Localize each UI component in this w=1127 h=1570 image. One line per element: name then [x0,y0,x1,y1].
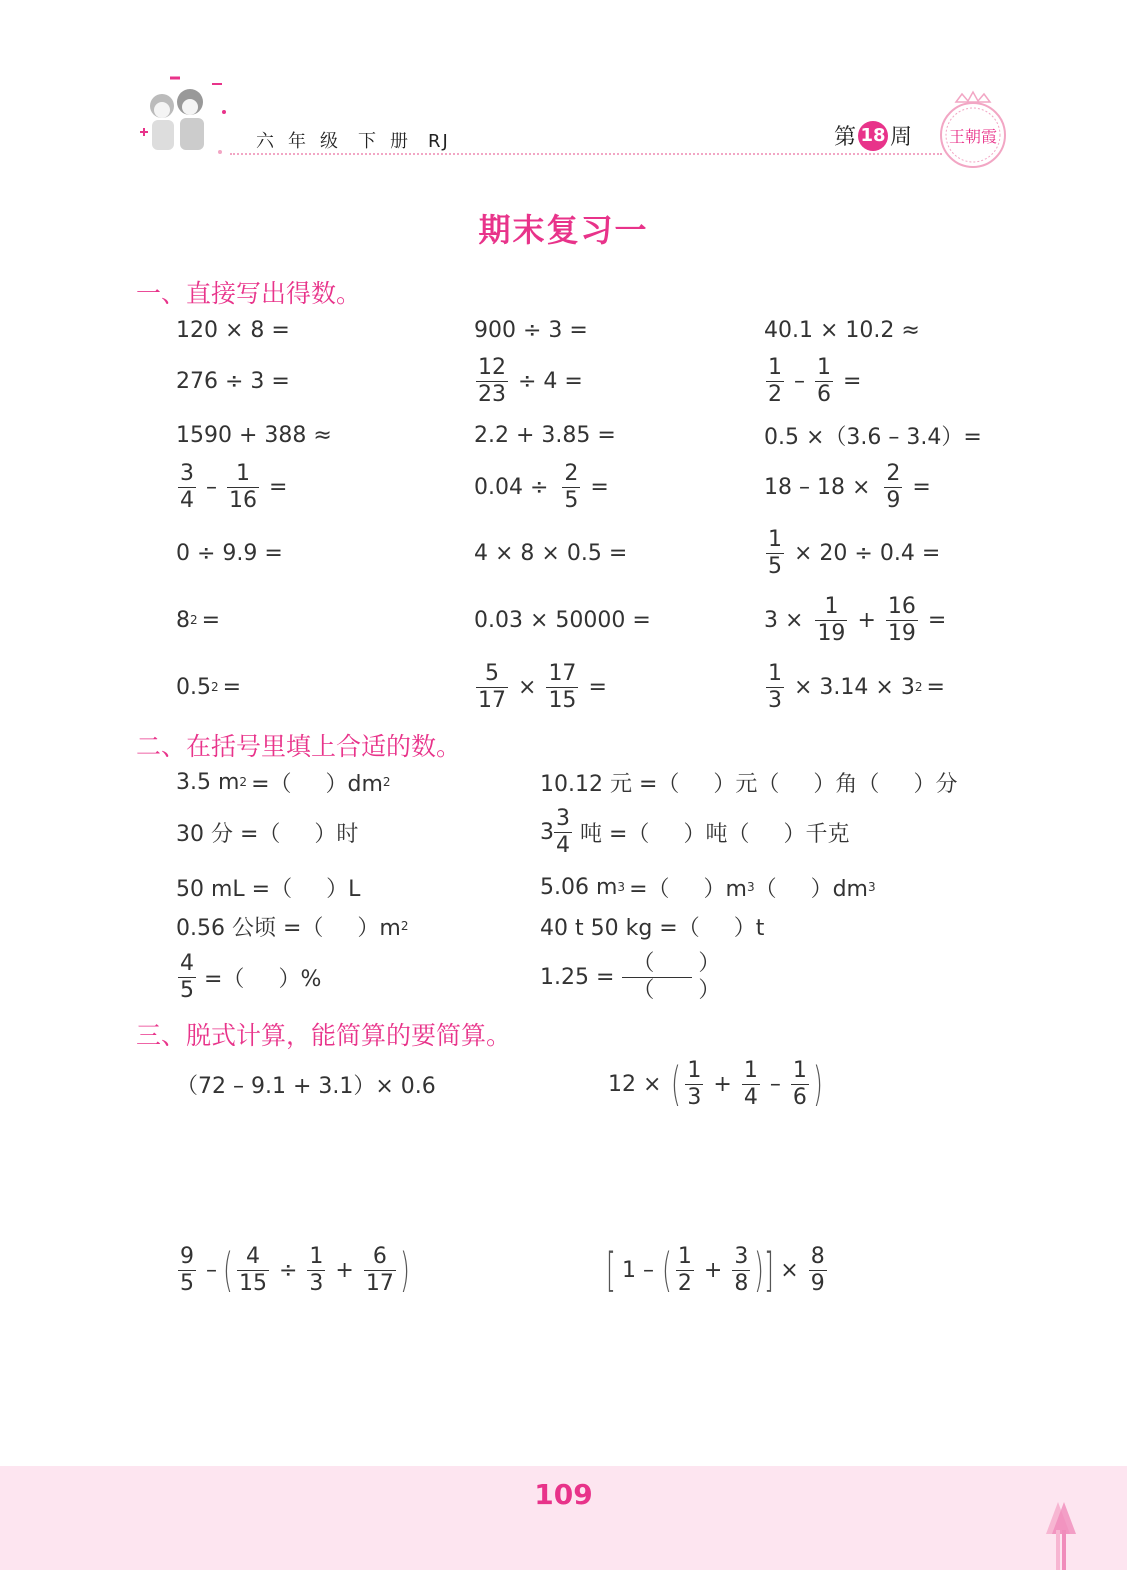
calc-1: （72 – 9.1 + 3.1）× 0.6 [176,1073,436,1099]
fraction: $\frac{3}{4}$ [556,805,570,858]
fill-blank-a3: 50 mL =（ ）L [176,876,361,902]
page-title: 期末复习一 [478,211,649,249]
section-3-heading: 三、脱式计算，能简算的要简算。 [136,1021,512,1050]
fraction: $\frac{1}{3}$ [687,1057,702,1110]
children-illustration [140,72,235,160]
fraction: $\frac{9}{5}$ [180,1243,194,1296]
fill-blank-b2: 3 $\frac{3}{4}$ 吨 =（ ）吨（ ）千克 [540,805,850,858]
fraction: $\frac{2}{5}$ [564,460,579,513]
exercise-2-1: 276 ÷ 3 = [176,368,290,394]
exercise-7-3: $\frac{1}{3}$ × 3.14 × 3 2 = [768,660,945,713]
fraction: $\frac{1}{3}$ [309,1243,324,1296]
exercise-6-3: 3 × $\frac{1}{19}$ + $\frac{16}{19}$ = [764,593,947,646]
exercise-4-3: 18 – 18 × $\frac{2}{9}$ = [764,460,931,513]
fill-blank-b1: 10.12 元 =（ ）元（ ）角（ ）分 [540,771,958,797]
fill-blank-a2: 30 分 =（ ）时 [176,821,359,847]
fraction: $\frac{1}{3}$ [768,660,782,713]
fraction: $\frac{1}{16}$ [229,460,257,513]
fraction: $\frac{1}{4}$ [743,1057,758,1110]
fraction: $\frac{1}{2}$ [677,1243,692,1296]
fraction: $\frac{3}{8}$ [734,1243,749,1296]
header-divider [230,153,942,155]
exercise-7-2: $\frac{5}{17}$ × $\frac{17}{15}$ = [478,660,607,713]
exercise-5-1: 0 ÷ 9.9 = [176,540,283,566]
fraction: $\frac{1}{5}$ [768,526,782,579]
exercise-1-1: 120 × 8 = [176,317,290,343]
fraction: $\frac{1}{6}$ [817,354,831,407]
fraction: $\frac{2}{9}$ [886,460,901,513]
exercise-3-1: 1590 + 388 ≈ [176,422,332,448]
exercise-3-3: 0.5 ×（3.6 – 3.4）= [764,424,982,450]
fraction: $\frac{4}{5}$ [180,950,194,1003]
fraction: $\frac{1}{2}$ [768,354,782,407]
week-indicator: 第 18 周 [834,120,912,151]
week-number-badge: 18 [858,121,888,151]
fraction: $\frac{6}{17}$ [365,1243,394,1296]
exercise-4-1: $\frac{3}{4}$ – $\frac{1}{16}$ = [180,460,288,513]
fill-blank-a4: 0.56 公顷 =（ ）m 2 [176,915,409,941]
fill-blank-a5: $\frac{4}{5}$ =（ ）% [180,950,322,1003]
fraction: $\frac{3}{4}$ [180,460,194,513]
fraction: $\frac{16}{19}$ [887,593,916,646]
calc-3: $\frac{9}{5}$ – ( $\frac{4}{15}$ ÷ $\frac{1}{3}$ + $\frac{6}{17}$ ) [180,1243,410,1297]
fraction: $\frac{1}{6}$ [792,1057,807,1110]
section-1-heading: 一、直接写出得数。 [136,279,362,308]
fill-blank-b3: 5.06 m 3 =（ ）m 3 （ ）dm 3 [540,874,876,902]
fill-blank-a1: 3.5 m 2 =（ ）dm 2 [176,769,391,797]
page-number: 109 [534,1478,593,1511]
exercise-6-2: 0.03 × 50000 = [474,607,651,633]
exercise-2-2: $\frac{12}{23}$ ÷ 4 = [478,354,583,407]
up-arrow-icon [1042,1500,1076,1570]
fraction: $\frac{4}{15}$ [238,1243,267,1296]
section-2-heading: 二、在括号里填上合适的数。 [136,732,462,761]
exercise-6-1: 8 2 = [176,607,221,633]
fraction: $\frac{1}{19}$ [817,593,846,646]
exercise-3-2: 2.2 + 3.85 = [474,422,616,448]
fraction: $\frac{12}{23}$ [478,354,506,407]
svg-text:王朝霞: 王朝霞 [948,127,998,146]
fill-blank-b5: 1.25 = $\frac{( )}{( )}$ [540,949,734,1005]
exercise-5-2: 4 × 8 × 0.5 = [474,540,628,566]
exercise-1-3: 40.1 × 10.2 ≈ [764,317,920,343]
grade-label: 六 年 级 下 册 RJ [256,131,450,152]
exercise-1-2: 900 ÷ 3 = [474,317,588,343]
calc-4: [ 1 – ( $\frac{1}{2}$ + $\frac{3}{8}$ ) ] × $\frac{8}{9}$ [606,1243,825,1297]
calc-2: 12 × ( $\frac{1}{3}$ + $\frac{1}{4}$ – $\frac{1}{6}$ ) [608,1057,823,1111]
exercise-7-1: 0.5 2 = [176,674,242,700]
exercise-5-3: $\frac{1}{5}$ × 20 ÷ 0.4 = [768,526,941,579]
brand-seal-logo [934,90,1012,172]
exercise-2-3: $\frac{1}{2}$ – $\frac{1}{6}$ = [768,354,862,407]
fill-blank-b4: 40 t 50 kg =（ ）t [540,915,765,941]
fraction: $\frac{8}{9}$ [810,1243,825,1296]
fraction: $\frac{17}{15}$ [548,660,577,713]
fraction: $\frac{5}{17}$ [478,660,506,713]
blank-fraction: $\frac{( )}{( )}$ [622,951,730,1004]
exercise-4-2: 0.04 ÷ $\frac{2}{5}$ = [474,460,609,513]
